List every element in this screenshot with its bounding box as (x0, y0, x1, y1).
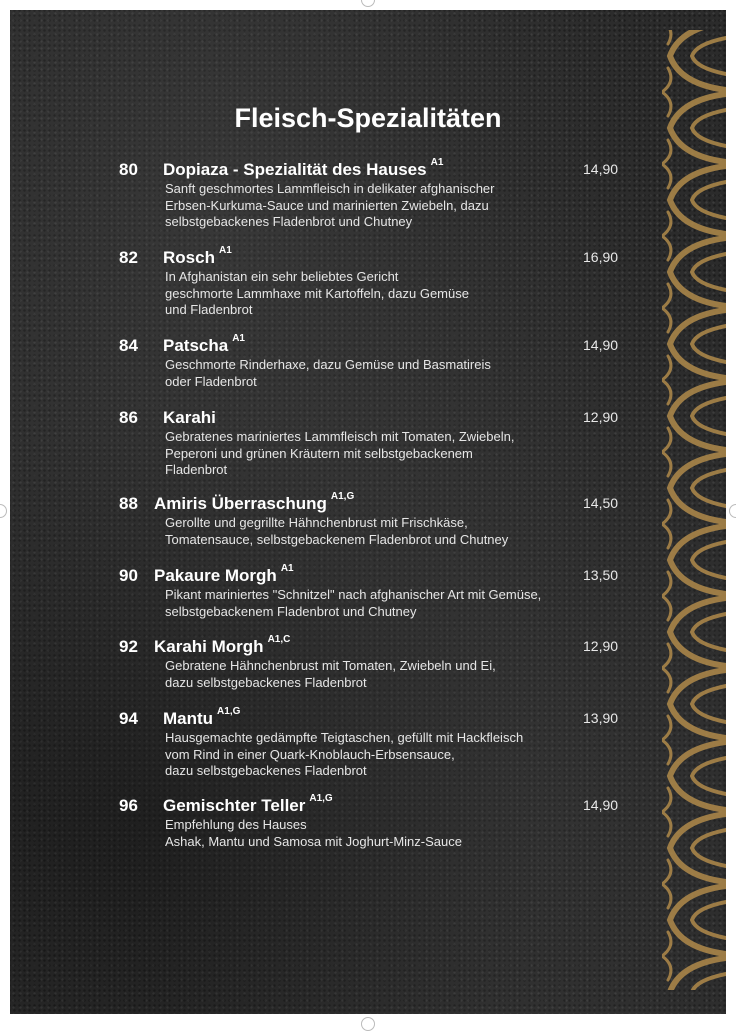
item-price: 14,90 (583, 161, 619, 177)
item-name: Rosch $^{A1}$ (163, 245, 232, 267)
crop-mark-top (361, 0, 375, 7)
item-number: 88 (119, 494, 138, 513)
item-description: In Afghanistan ein sehr beliebtes Gericht geschmorte Lammhaxe mit Kartoffeln, dazu Gemüse und Fladenbrot (165, 269, 469, 317)
crop-mark-right (729, 504, 736, 518)
crop-mark-left (0, 504, 7, 518)
gold-ornament-border (662, 10, 726, 1014)
item-description: Hausgemachte gedämpfte Teigtaschen, gefüllt mit Hackfleisch vom Rind in einer Quark-Knoblauch-Erbsensauce, dazu selbstgebackenes Fladenbrot (165, 730, 524, 778)
item-name: Gemischter Teller $^{A1,G}$ (163, 793, 333, 815)
item-number: 96 (119, 796, 138, 815)
allergen-codes: A1 (280, 563, 294, 575)
item-number: 86 (119, 408, 138, 427)
item-name: Mantu $^{A1,G}$ (163, 706, 241, 728)
item-description: Geschmorte Rinderhaxe, dazu Gemüse und Basmatireis oder Fladenbrot (165, 357, 491, 389)
item-name: Patscha $^{A1}$ (163, 333, 245, 355)
item-number: 92 (119, 637, 138, 656)
crop-mark-bottom (361, 1017, 375, 1031)
item-description: Gebratene Hähnchenbrust mit Tomaten, Zwiebeln und Ei, dazu selbstgebackenes Fladenbrot (165, 658, 496, 690)
item-number: 80 (119, 160, 138, 179)
allergen-codes: A1,G (330, 491, 355, 503)
allergen-codes: A1,G (217, 706, 241, 718)
item-number: 94 (119, 709, 138, 728)
item-number: 84 (119, 336, 138, 355)
item-description: Sanft geschmortes Lammfleisch in delikater afghanischer Erbsen-Kurkuma-Sauce und marinierten Zwiebeln, dazu selbstgebackenes Fladenbrot und Chutney (165, 181, 495, 229)
item-description: Gerollte und gegrillte Hähnchenbrust mit Frischkäse, Tomatensauce, selbstgebackenem Fladenbrot und Chutney (165, 515, 509, 547)
page-title: Fleisch-Spezialitäten (234, 103, 502, 133)
item-price: 12,90 (583, 638, 619, 654)
item-description: Gebratenes mariniertes Lammfleisch mit Tomaten, Zwiebeln, Peperoni und grünen Kräutern mit selbstgebackenem Fladenbrot (165, 429, 515, 477)
item-number: 82 (119, 248, 138, 267)
allergen-codes: A1,G (309, 793, 333, 805)
item-name: Pakaure Morgh $^{A1}$ (154, 563, 294, 585)
item-price: 13,50 (583, 567, 619, 583)
item-name: Dopiaza - Spezialität des Hauses $^{A1}$ (163, 157, 444, 179)
item-price: 13,90 (583, 710, 619, 726)
item-price: 16,90 (583, 249, 619, 265)
item-description: Pikant mariniertes "Schnitzel" nach afghanischer Art mit Gemüse, selbstgebackenem Fladenbrot und Chutney (165, 587, 542, 619)
allergen-codes: A1 (218, 245, 232, 257)
item-price: 14,90 (583, 337, 619, 353)
allergen-codes: A1,C (267, 634, 291, 646)
item-price: 14,50 (583, 495, 619, 511)
item-number: 90 (119, 566, 138, 585)
item-price: 14,90 (583, 797, 619, 813)
item-description: Empfehlung des Hauses Ashak, Mantu und Samosa mit Joghurt-Minz-Sauce (165, 817, 462, 849)
item-price: 12,90 (583, 409, 619, 425)
allergen-codes: A1 (430, 157, 444, 169)
item-name: Karahi (163, 408, 216, 427)
item-name: Amiris Überraschung $^{A1,G}$ (154, 491, 355, 513)
allergen-codes: A1 (232, 333, 245, 345)
item-name: Karahi Morgh $^{A1,C}$ (154, 634, 291, 656)
